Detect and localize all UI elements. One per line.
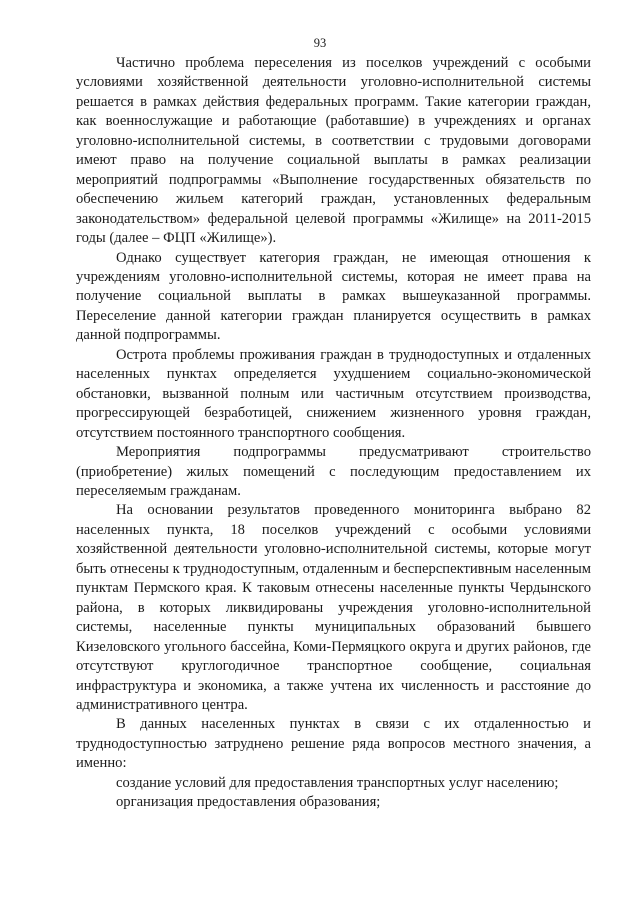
- paragraph-subprogram-measures: Мероприятия подпрограммы предусматривают строительство (приобретение) жилых помещений с последующим предоставлением их переселяемым гражданам.: [76, 444, 591, 499]
- paragraph-resettlement-programs: Частично проблема переселения из поселков учреждений с особыми условиями хозяйственной деятельности уголовно-исполнительной системы решается в рамках действия федеральных программ. Такие категории граждан, как военнослужащие и работающие (работавшие) в учреждениях и органах уголовно-исполнительной системы, в соответствии с трудовыми договорами имеют право на получение социальной выплаты в рамках реализации мероприятий подпрограммы «Выполнение государственных обязательств по обеспечению жильем категорий граждан, установленных федеральным законодательством» федеральной целевой программы «Жилище» на 2011-2015 годы (далее – ФЦП «Жилище»).: [76, 55, 591, 247]
- paragraph-problem-severity: Острота проблемы проживания граждан в труднодоступных и отдаленных населенных пунктах определяется ухудшением социально-экономической обстановки, вызванной полным или частичным отсутствием производства, прогрессирующей безработицей, снижением жизненного уровня граждан, отсутствием постоянного транспортного сообщения.: [76, 346, 591, 441]
- paragraph-ineligible-category: Однако существует категория граждан, не имеющая отношения к учреждениям уголовно-исполнительной системы, которая не имеет права на получение социальной выплаты в рамках вышеуказанной программы. Переселение данной категории граждан планируется осуществить в рамках данной подпрограммы.: [76, 249, 591, 344]
- list-item-education: организация предоставления образования;: [116, 794, 381, 811]
- paragraph-local-issues: В данных населенных пунктах в связи с их отдаленностью и труднодоступностью затруднено решение ряда вопросов местного значения, а именно:: [76, 716, 591, 772]
- page-number: 93: [313, 36, 327, 50]
- document-body: [76, 54, 591, 813]
- paragraph-monitoring-results: На основании результатов проведенного мониторинга выбрано 82 населенных пункта, 18 поселков учреждений с особыми условиями хозяйственной деятельности уголовно-исполнительной системы, которые могут быть отнесены к труднодоступным, отдаленным и бесперспективным населенным пунктам Пермского края. К таковым отнесены населенные пункты Чердынского района, в которых ликвидированы учреждения уголовно-исполнительной системы, населенные пункты муниципальных образований бывшего Кизеловского угольного бассейна, Коми-Пермяцкого округа и других районов, где отсутствуют круглогодичное транспортное сообщение, социальная инфраструктура и экономика, а также учтена их численность и расстояние до административного центра.: [76, 502, 591, 713]
- list-item-transport: создание условий для предоставления транспортных услуг населению;: [116, 774, 559, 791]
